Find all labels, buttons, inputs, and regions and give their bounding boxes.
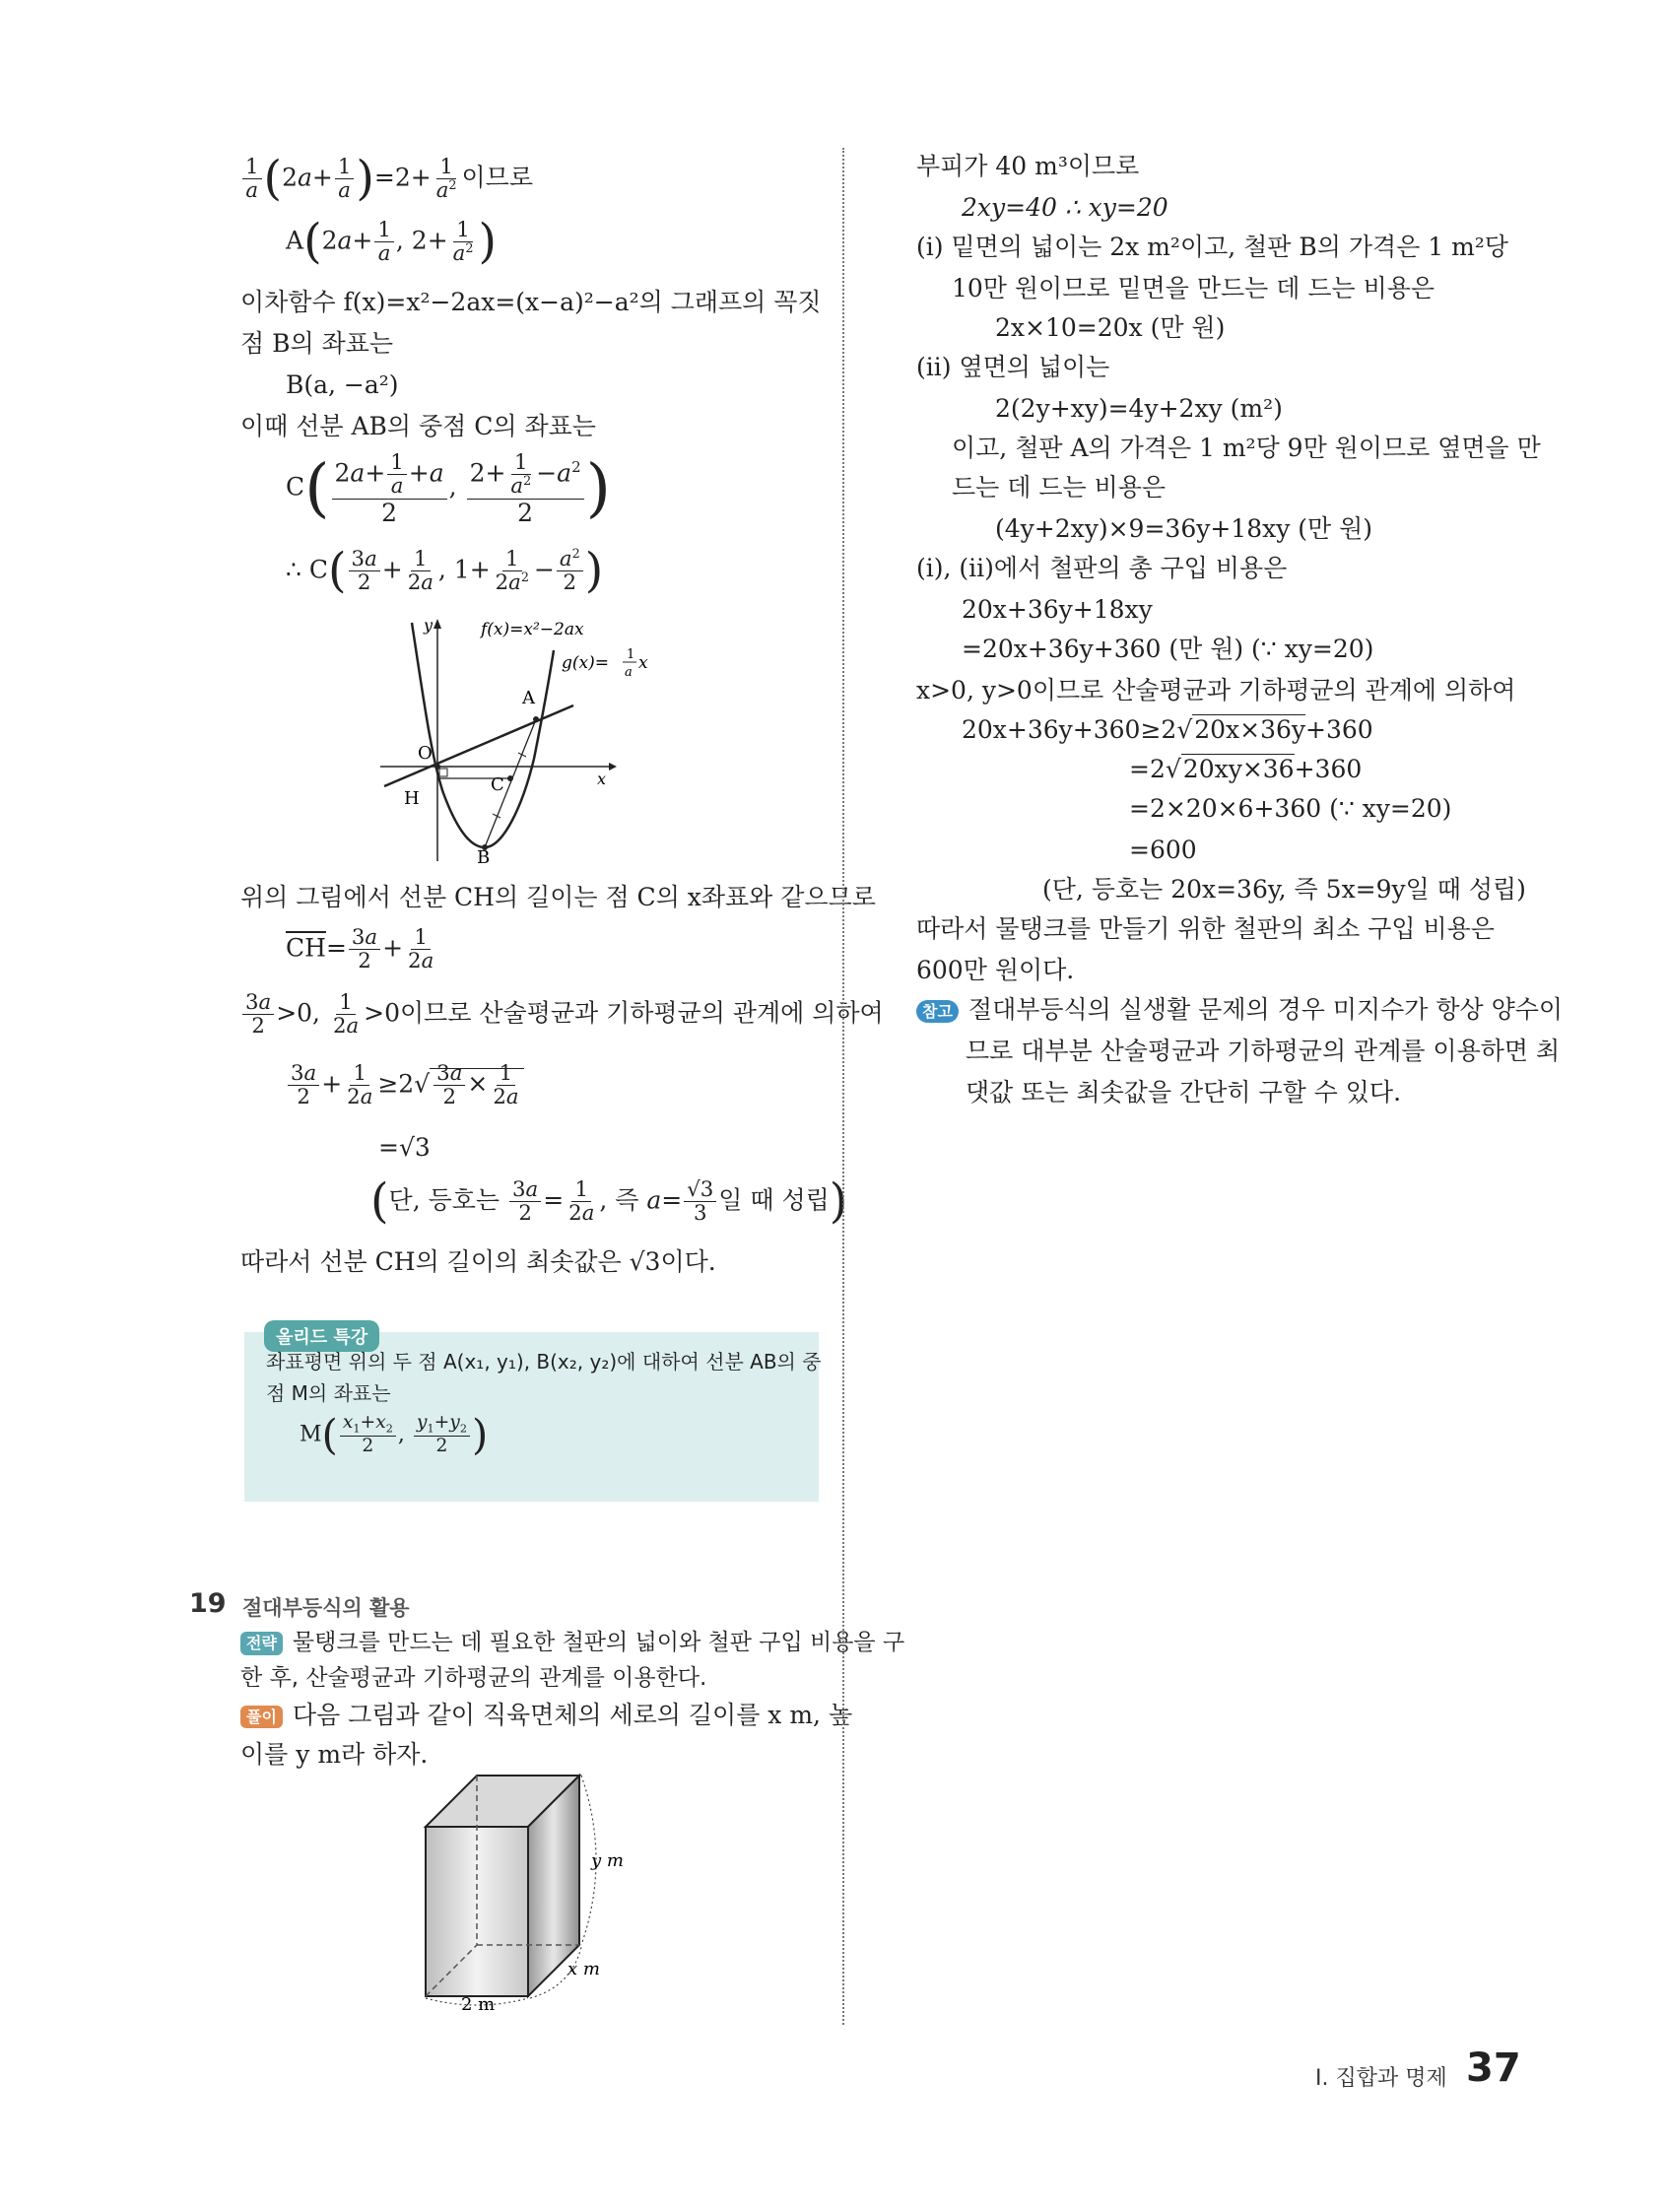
label-2-m: 2 m: [461, 1994, 496, 2010]
r-line-17: =2×20×6+360 (∵ xy=20): [1129, 794, 1452, 823]
line-g: [384, 705, 573, 786]
r15-c: +360: [1305, 715, 1373, 744]
eq-amgm: $\frac{3a}{2}$ + $\frac{1}{2a}$ ≥2√ $\frac{3a}{2}$ × $\frac{1}{2a}$: [286, 1062, 524, 1109]
r-line-8: 이고, 철판 A의 가격은 1 m²당 9만 원이므로 옆면을 만: [952, 434, 1541, 462]
label-g-frac-den: a: [625, 665, 633, 680]
r-line-18: =600: [1129, 836, 1197, 864]
question-number: 19: [189, 1588, 227, 1619]
r-line-12: 20x+36y+18xy: [962, 595, 1153, 624]
r16-c: +360: [1294, 755, 1363, 783]
solution-line-2: 이를 y m라 하자.: [240, 1740, 429, 1769]
tip-midpoint: M( $\frac{x_1+x_2}{2}$ , $\frac{y_1+y_2}{2}$ ): [300, 1410, 489, 1459]
eq-positive: $\frac{3a}{2}$ >0, $\frac{1}{2a}$ >0이므로 산술평균과 기하평균의 관계에 의하여: [240, 991, 884, 1039]
tip-line-2: 점 M의 좌표는: [266, 1381, 391, 1405]
y-axis-arrow: [434, 619, 441, 629]
r16-a: =2: [1129, 755, 1166, 783]
eq-line-1-suffix: 이므로: [461, 163, 533, 192]
label-g-tail: x: [638, 653, 648, 673]
note-text-1: 절대부등식의 실생활 문제의 경우 미지수가 항상 양수이: [967, 995, 1564, 1024]
solution-text-1: 다음 그림과 같이 직육면체의 세로의 길이를 x m, 높: [292, 1701, 853, 1729]
r15-a: 20x+36y+360≥2: [962, 715, 1177, 744]
tip-badge: 올리드 특강: [264, 1320, 379, 1352]
r15-b: 20x×36y: [1194, 715, 1306, 744]
eq-sqrt3: =√3: [378, 1133, 431, 1162]
strategy-line-1: [240, 1630, 904, 1657]
r-line-6: (ⅱ) 옆면의 넓이는: [916, 353, 1110, 381]
r-line-7: 2(2y+xy)=4y+2xy (m²): [995, 394, 1283, 423]
point-c-coords-2: ∴ C( $\frac{3a}{2}$ + $\frac{1}{2a}$ , 1+ $\frac{1}{2a^2}$ − $\frac{a^2}{2}$ ): [286, 543, 604, 598]
r-line-21: 600만 원이다.: [916, 956, 1075, 984]
label-x: x: [597, 770, 607, 788]
cond-mid: , 즉: [599, 1185, 639, 1215]
text-quadratic: 이차함수 f(x)=x²−2ax=(x−a)²−a²의 그래프의 꼭짓: [240, 288, 822, 316]
label-o: O: [418, 743, 433, 764]
r-line-5: 2x×10=20x (만 원): [995, 313, 1226, 342]
cond-open: 단, 등호는: [388, 1185, 500, 1215]
r-line-10: (4y+2xy)×9=36y+18xy (만 원): [995, 514, 1373, 543]
r-line-19: (단, 등호는 20x=36y, 즉 5x=9y일 때 성립): [1042, 875, 1526, 904]
label-f: f(x)=x²−2ax: [481, 620, 584, 639]
point-b-coords: B(a, −a²): [286, 370, 399, 399]
eq-ch: $\overline{CH}=$ $\frac{3a}{2}$ + $\frac{1}{2a}$: [286, 925, 434, 974]
point-a-coords: A(2a+ $\frac{1}{a}$ , 2+ $\frac{1}{a^2}$ ): [286, 214, 497, 269]
r-line-1: 부피가 40 m³이므로: [916, 152, 1140, 180]
note-badge: 참고: [916, 1000, 959, 1023]
tip-line-1: 좌표평면 위의 두 점 A(x₁, y₁), B(x₂, y₂)에 대하여 선분 AB의 중: [266, 1350, 822, 1374]
label-b: B: [477, 847, 491, 867]
r-line-4: 10만 원이므로 밑면을 만드는 데 드는 비용은: [952, 274, 1435, 302]
eq-line-1: $\frac{1}{a}$ (2a+ $\frac{1}{a}$ )=2+ $\frac{1}{a^2}$ 이므로: [240, 156, 533, 203]
strategy-line-2: 한 후, 산술평균과 기하평균의 관계를 이용한다.: [240, 1665, 707, 1691]
r-line-2: 2xy=40 ∴ xy=20: [962, 193, 1168, 222]
r-line-20: 따라서 물탱크를 만들기 위한 철판의 최소 구입 비용은: [916, 914, 1495, 943]
text-vertex: 점 B의 좌표는: [240, 329, 394, 358]
parabola-graph: [374, 611, 670, 867]
r-line-3: (ⅰ) 밑면의 넓이는 2x m²이고, 철판 B의 가격은 1 m²당: [916, 233, 1508, 261]
column-divider: [842, 148, 844, 2025]
ch-overline: $\overline{CH}$: [286, 933, 326, 963]
r-line-16: =2√20xy×36+360: [1129, 755, 1363, 783]
right-angle-mark: [439, 769, 447, 776]
x-axis-arrow: [609, 763, 617, 771]
point-c-coords-1: C( 2a+ $\frac{1}{a}$ +a 2 , 2+ $\frac{1}{a^2}$ $-a^2$ 2 ): [286, 450, 611, 527]
text-minimum: 따라서 선분 CH의 길이의 최솟값은 √3이다.: [240, 1247, 716, 1276]
text-ch-length: 위의 그림에서 선분 CH의 길이는 점 C의 x좌표와 같으므로: [240, 883, 876, 911]
positive-tail: 0이므로 산술평균과 기하평균의 관계에 의하여: [384, 998, 884, 1028]
cuboid-figure: [414, 1764, 660, 2010]
question-title: 절대부등식의 활용: [242, 1596, 410, 1620]
page-number: 37: [1466, 2045, 1521, 2091]
label-y-m: y m: [591, 1850, 624, 1871]
eq-condition: (단, 등호는 $\frac{3a}{2}$ = $\frac{1}{2a}$ , 즉 a= $\frac{√3}{3}$ 일 때 성립): [370, 1173, 848, 1229]
r-line-14: x>0, y>0이므로 산술평균과 기하평균의 관계에 의하여: [916, 676, 1516, 704]
label-x-m: x m: [567, 1959, 600, 1979]
note-line-3: 댓값 또는 최솟값을 간단히 구할 수 있다.: [966, 1078, 1402, 1106]
strategy-text-1: 물탱크를 만드는 데 필요한 철판의 넓이와 철판 구입 비용을 구: [292, 1630, 905, 1655]
footer-section: Ⅰ. 집합과 명제: [1315, 2066, 1447, 2091]
r-line-13: =20x+36y+360 (만 원) (∵ xy=20): [962, 635, 1374, 663]
label-c: C: [491, 774, 504, 795]
label-y: y: [424, 616, 434, 635]
r-line-9: 드는 데 드는 비용은: [952, 473, 1167, 502]
cuboid-front: [426, 1827, 528, 1996]
label-g: g(x)=: [562, 653, 609, 673]
label-h: H: [404, 788, 420, 809]
cond-close: 일 때 성립: [718, 1185, 830, 1215]
origin-dot: [434, 764, 440, 770]
r-line-15: 20x+36y+360≥2√20x×36y+360: [962, 715, 1373, 744]
parabola-curve: [412, 623, 554, 847]
solution-line-1: [240, 1701, 852, 1730]
r16-b: 20xy×36: [1182, 755, 1295, 783]
point-c-dot: [507, 775, 513, 781]
note-line-1: [916, 995, 1563, 1025]
r-line-11: (ⅰ), (ⅱ)에서 철판의 총 구입 비용은: [916, 554, 1288, 582]
text-midpoint: 이때 선분 AB의 중점 C의 좌표는: [240, 412, 596, 440]
solution-badge: 풀이: [240, 1706, 283, 1728]
strategy-badge: 전략: [240, 1632, 283, 1654]
point-a-dot: [533, 716, 539, 722]
note-line-2: 므로 대부분 산술평균과 기하평균의 관계를 이용하면 최: [966, 1037, 1561, 1065]
label-a: A: [522, 688, 535, 708]
label-g-frac-num: 1: [627, 647, 635, 662]
